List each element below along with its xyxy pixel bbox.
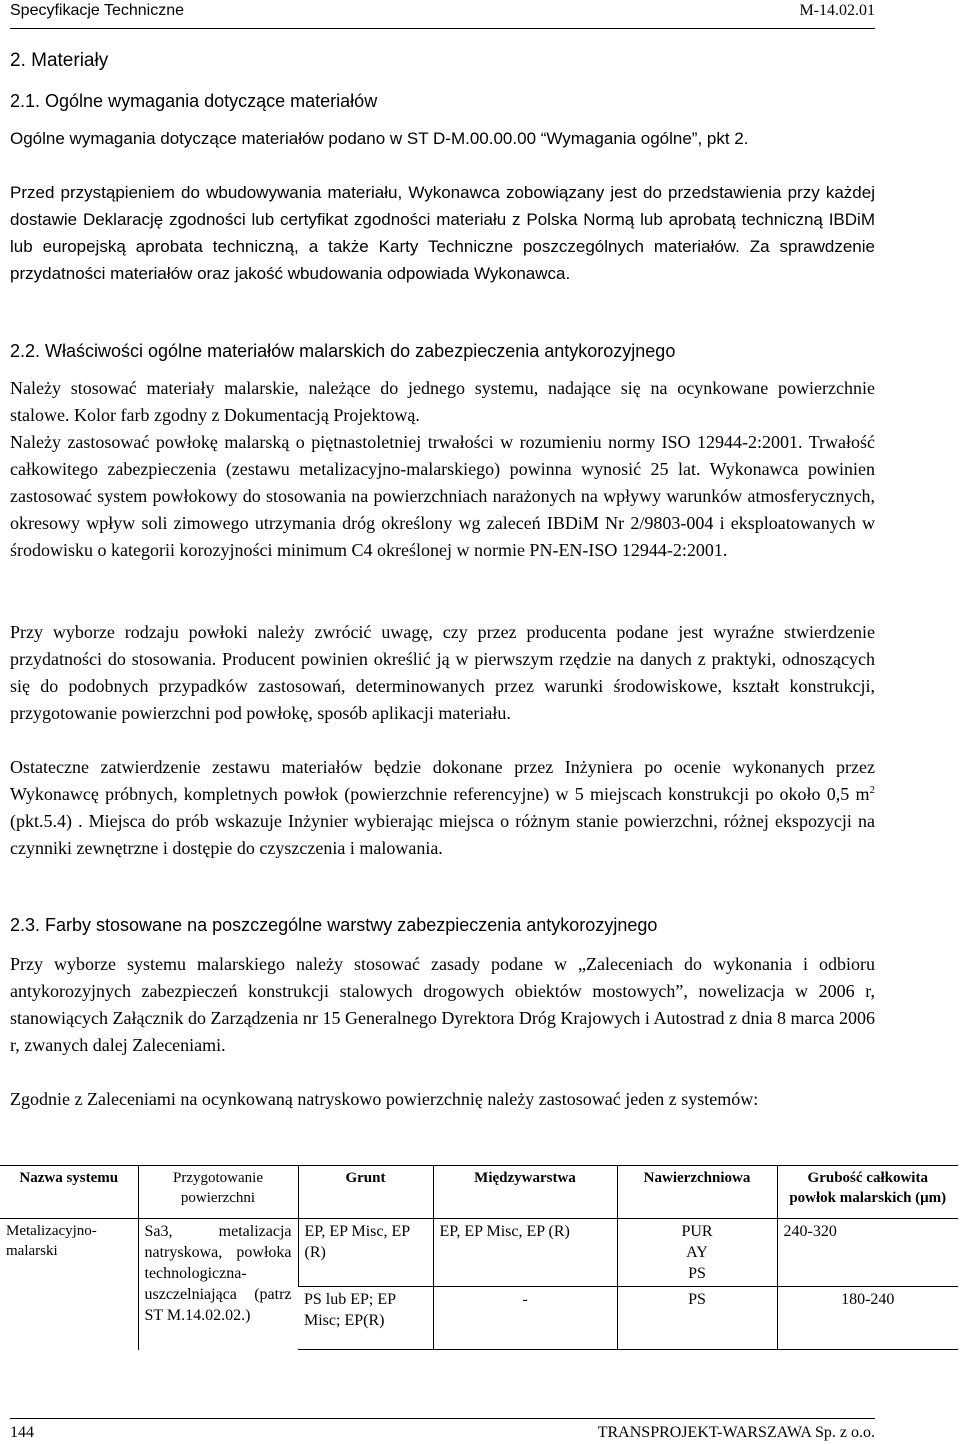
cell-system: Metalizacyjno-malarski xyxy=(0,1219,138,1350)
para-4-text-b: (pkt.5.4) . Miejsca do prób wskazuje Inżynier wybierając miejsca o różnym stanie powierzchni, różnej ekspozycji na czynniki zewnętrzne i dostępie do czyszczenia i malowania. xyxy=(10,811,875,858)
header-title: Specyfikacje Techniczne xyxy=(10,2,185,19)
page-footer xyxy=(10,1418,875,1443)
footer-company: TRANSPROJEKT-WARSZAWA Sp. z o.o. xyxy=(597,1424,875,1441)
header-surface-prep: Przygotowanie powierzchni xyxy=(138,1166,298,1219)
section-2-3-para-2: Zgodnie z Zaleceniami na ocynkowaną natryskowo powierzchnię należy zastosować jeden z systemów: xyxy=(10,1089,759,1109)
section-2-1-para-1: Ogólne wymagania dotyczące materiałów podano w ST D-M.00.00.00 “Wymagania ogólne”, pkt 2. xyxy=(10,129,749,148)
cell-primer-1: EP, EP Misc, EP (R) xyxy=(298,1219,433,1287)
section-2-3-title: 2.3. Farby stosowane na poszczególne warstwy zabezpieczenia antykorozyjnego xyxy=(10,915,658,935)
cell-topcoat-2: PS xyxy=(617,1287,777,1350)
section-2-2-para-2: Należy zastosować powłokę malarską o piętnastoletniej trwałości w rozumieniu normy ISO 12944-2:2001. Trwałość całkowitego zabezpieczenia (zestawu metalizacyjno-malarskiego) powinna wynosić 25 lat. Wykonawca powinien zastosować system powłokowy do stosowania na powierzchniach narażonych na wpływy warunków atmosferycznych, okresowy wpływ soli zimowego utrzymania dróg określony wg zaleceń IBDiM Nr 2/9803-004 i eksploatowanych w środowisku o kategorii korozyjności minimum C4 określonej w normie PN-EN-ISO 12944-2:2001. xyxy=(10,432,875,560)
header-topcoat: Nawierzchniowa xyxy=(617,1166,777,1219)
para-4-superscript: 2 xyxy=(869,784,875,796)
header-doc-code: M-14.02.01 xyxy=(799,2,875,19)
cell-intermediate-1: EP, EP Misc, EP (R) xyxy=(433,1219,617,1287)
cell-surface-prep: Sa3, metalizacja natryskowa, powłoka technologiczna-uszczelniająca (patrz ST M.14.02.02.) xyxy=(138,1219,298,1350)
table-row xyxy=(0,1219,958,1287)
header-intermediate: Międzywarstwa xyxy=(433,1166,617,1219)
cell-topcoat-1: PUR AY PS xyxy=(617,1219,777,1287)
section-2-title: 2. Materiały xyxy=(10,50,109,71)
header-total-thickness: Grubość całkowita powłok malarskich (μm) xyxy=(777,1166,958,1219)
table-header-row xyxy=(0,1166,958,1219)
section-2-2-para-4 xyxy=(10,754,875,862)
cell-thickness-2: 180-240 xyxy=(777,1287,958,1350)
cell-thickness-1: 240-320 xyxy=(777,1219,958,1287)
section-2-2-title: 2.2. Właściwości ogólne materiałów malarskich do zabezpieczenia antykorozyjnego xyxy=(10,341,676,361)
section-2-2-para-3: Przy wyborze rodzaju powłoki należy zwrócić uwagę, czy przez producenta podane jest wyraźne stwierdzenie przydatności do stosowania. Producent powinien określić ją w pierwszym rzędzie na danych z praktyki, odnoszących się do podobnych przypadków zastosowań, determinowanych przez warunki środowiskowe, kształt konstrukcji, przygotowanie powierzchni pod powłokę, sposób aplikacji materiału. xyxy=(10,622,875,723)
cell-primer-2: PS lub EP; EP Misc; EP(R) xyxy=(298,1287,433,1350)
section-2-2-para-1: Należy stosować materiały malarskie, należące do jednego systemu, nadające się na ocynkowane powierzchnie stalowe. Kolor farb zgodny z Dokumentacją Projektową. xyxy=(10,378,875,425)
paint-systems-table xyxy=(0,1165,958,1350)
para-4-text-a: Ostateczne zatwierdzenie zestawu materiałów będzie dokonane przez Inżyniera po ocenie wykonanych przez Wykonawcę próbnych, kompletnych powłok (powierzchnie referencyjne) w 5 miejscach konstrukcji po około 0,5 m xyxy=(10,757,875,804)
page-number: 144 xyxy=(10,1424,34,1441)
section-2-3-para-1: Przy wyborze systemu malarskiego należy stosować zasady podane w „Zaleceniach do wykonania i odbioru antykorozyjnych zabezpieczeń konstrukcji stalowych drogowych obiektów mostowych”, nowelizacja w 2006 r, stanowiących Załącznik do Zarządzenia nr 15 Generalnego Dyrektora Dróg Krajowych i Autostrad z dnia 8 marca 2006 r, zwanych dalej Zaleceniami. xyxy=(10,954,875,1055)
page-header xyxy=(10,2,875,29)
cell-intermediate-2: - xyxy=(433,1287,617,1350)
header-system-name: Nazwa systemu xyxy=(0,1166,138,1219)
section-2-1-para-2: Przed przystąpieniem do wbudowywania materiału, Wykonawca zobowiązany jest do przedstawienia przy każdej dostawie Deklarację zgodności lub certyfikat zgodności materiału z Polska Normą lub aprobatą techniczną IBDiM lub europejską aprobata techniczną, a także Karty Techniczne poszczególnych materiałów. Za sprawdzenie przydatności materiałów oraz jakość wbudowania odpowiada Wykonawca. xyxy=(10,183,875,283)
header-primer: Grunt xyxy=(298,1166,433,1219)
section-2-1-title: 2.1. Ogólne wymagania dotyczące materiałów xyxy=(10,91,378,111)
